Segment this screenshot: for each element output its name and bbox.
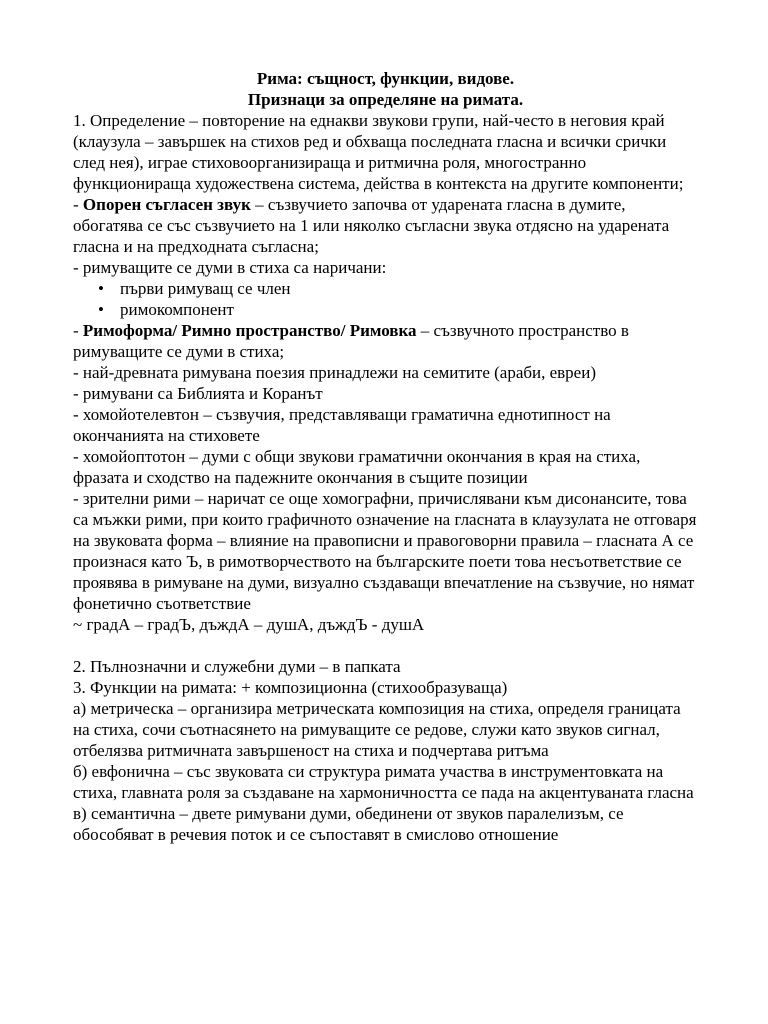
paragraph-homoioteleuton: - хомойотелевтон – съзвучия, представляващи граматична еднотипност на окончанията на стиховете (73, 405, 611, 445)
paragraph-section-2: 2. Пълнозначни и служебни думи – в папката (73, 657, 401, 676)
bullet-list (73, 278, 698, 320)
paragraph-metric: а) метрическа – организира метрическата композиция на стиха, определя границата на стиха, сочи съотнасянето на римуващите се редове, служи като звуков сигнал, отбелязва ритмичната завършеност на стиха и подчертава ритъма (73, 699, 681, 760)
rimoform-term: Римоформа/ Римно пространство/ Римовка (82, 321, 417, 340)
paragraph-support-sound (73, 194, 698, 257)
support-text: – съзвучието започва от ударената гласна в думите, обогатява се със съзвучието на 1 или няколко съгласни звука отдясно на ударената гласна и на предходната съгласна; (73, 195, 670, 256)
paragraph-definition: 1. Определение – повторение на еднакви звукови групи, най-често в неговия край (клаузула – завършек на стихов ред и обхваща последната гласна и всички срички след нея), играе стиховоорганизираща и ритмична роля, многостранно функционираща художествена система, действа в контекста на другите компоненти; (73, 111, 684, 193)
rimoform-prefix: - (73, 321, 83, 340)
paragraph-bible: - римувани са Библията и Коранът (73, 384, 323, 403)
paragraph-semantic: в) семантична – двете римувани думи, обединени от звуков паралелизъм, се обособяват в речевия поток и се съпоставят в смислово отношение (73, 804, 624, 844)
rimoform-text: – съзвучното пространство в римуващите се думи в стиха; (73, 321, 629, 361)
support-prefix: - (73, 195, 83, 214)
support-term: Опорен съгласен звук (82, 195, 251, 214)
paragraph-example: ~ градА – градЪ, дъждА – душА, дъждЪ - душА (73, 615, 425, 634)
list-item: • първи римуващ се член (120, 278, 698, 299)
paragraph-homoioptoton: - хомойоптотон – думи с общи звукови граматични окончания в края на стиха, фразата и сходство на падежните окончания в същите позиции (73, 447, 641, 487)
paragraph-section-3: 3. Функции на римата: + композиционна (стихообразуваща) (73, 678, 508, 697)
blank-line (73, 635, 698, 656)
title-line-2: Признаци за определяне на римата. (247, 90, 524, 109)
paragraph-rimoform (73, 320, 698, 362)
paragraph-euphonic: б) евфонична – със звуковата си структура римата участва в инструментовката на стиха, главната роля за създаване на хармоничността се пада на акцентуваната гласна (73, 762, 694, 802)
paragraph-oldest-poetry: - най-древната римувана поезия принадлежи на семитите (араби, евреи) (73, 363, 596, 382)
paragraph-visual-rhymes: - зрителни рими – наричат се още хомографни, причислявани към дисонансите, това са мъжки рими, при които графичното означение на гласната в клаузулата не отговаря на звуковата форма – влияние на правописни и правоговорни правила – гласната А се произнася като Ъ, в римотворчеството на българските поети това несъответствие се проявява в римуване на думи, визуално създаващи впечатление на съзвучие, но нямат фонетично съответствие (73, 489, 697, 613)
list-item: • римокомпонент (120, 299, 698, 320)
title-line-1: Рима: същност, функции, видове. (256, 69, 515, 88)
document-page (73, 68, 698, 845)
paragraph-rhyming-words: - римуващите се думи в стиха са наричани: (73, 258, 387, 277)
